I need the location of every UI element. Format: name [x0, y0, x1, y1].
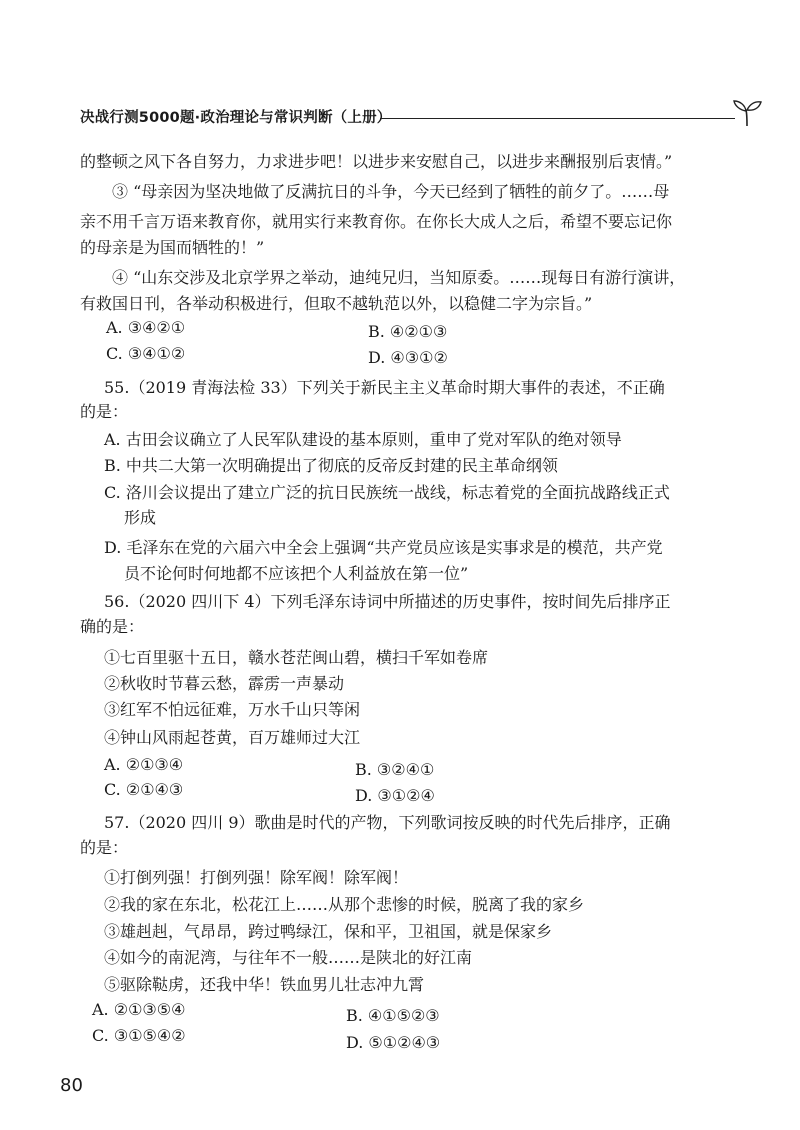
q57-stem-line2: 的是：: [80, 838, 129, 857]
q56-item-1: ①七百里驱十五日，赣水苍茫闽山碧，横扫千军如卷席: [104, 648, 489, 667]
q57-stem-line1: 57.（2020 四川 9）歌曲是时代的产物，下列歌词按反映的时代先后排序，正确: [104, 813, 671, 832]
q56-stem-line1: 56.（2020 四川下 4）下列毛泽东诗词中所描述的历史事件，按时间先后排序正: [104, 592, 671, 611]
q57-item-1: ①打倒列强！打倒列强！除军阀！除军阀！: [104, 868, 409, 887]
q55-option-b[interactable]: B. 中共二大第一次明确提出了彻底的反帝反封建的民主革命纲领: [104, 456, 558, 475]
sprout-icon: [730, 98, 764, 128]
q55-option-a[interactable]: A. 古田会议确立了人民军队建设的基本原则，重申了党对军队的绝对领导: [104, 430, 622, 449]
q57-item-3: ③雄赳赳，气昂昂，跨过鸭绿江，保和平，卫祖国，就是保家乡: [104, 922, 553, 941]
q56-option-d[interactable]: D. ③①②④: [355, 786, 435, 805]
q54-item4-line1: ④ “山东交涉及北京学界之举动，迪纯兄归，当知原委。……现每日有游行演讲，: [112, 268, 686, 287]
q57-option-b[interactable]: B. ④①⑤②③: [346, 1006, 440, 1025]
header-title: 决战行测5000题·政治理论与常识判断（上册）: [80, 110, 392, 126]
q54-intro-line: 的整顿之风下各自努力，力求进步吧！以进步来安慰自己，以进步来酬报别后衷情。”: [80, 152, 673, 171]
q54-option-b[interactable]: B. ④②①③: [368, 322, 448, 341]
q57-item-4: ④如今的南泥湾，与往年不一般……是陕北的好江南: [104, 948, 473, 967]
q57-option-c[interactable]: C. ③①⑤④②: [92, 1026, 186, 1045]
q54-option-c[interactable]: C. ③④①②: [106, 344, 186, 363]
q55-option-c-line2[interactable]: 形成: [124, 508, 157, 527]
q54-item4-line2: 有救国日刊，各举动积极进行，但取不越轨范以外，以稳健二字为宗旨。”: [80, 294, 593, 313]
header-rule: [380, 118, 735, 119]
q56-option-c[interactable]: C. ②①④③: [104, 780, 184, 799]
q57-option-a[interactable]: A. ②①③⑤④: [92, 1000, 186, 1019]
q54-item3-line3: 的母亲是为国而牺牲的！”: [80, 238, 265, 257]
q56-option-b[interactable]: B. ③②④①: [355, 760, 435, 779]
q54-item3-line2: 亲不用千言万语来教育你，就用实行来教育你。在你长大成人之后，希望不要忘记你: [80, 212, 673, 231]
q54-option-a[interactable]: A. ③④②①: [106, 318, 186, 337]
q55-option-d-line2[interactable]: 员不论何时何地都不应该把个人利益放在第一位”: [124, 564, 469, 583]
q57-item-5: ⑤驱除鞑虏，还我中华！铁血男儿壮志冲九霄: [104, 975, 425, 994]
q55-option-d-line1[interactable]: D. 毛泽东在党的六届六中全会上强调“共产党员应该是实事求是的模范，共产党: [104, 538, 663, 557]
q56-item-2: ②秋收时节暮云愁，霹雳一声暴动: [104, 674, 345, 693]
page-number: 80: [60, 1075, 83, 1096]
q56-item-4: ④钟山风雨起苍黄，百万雄师过大江: [104, 728, 361, 747]
q56-option-a[interactable]: A. ②①③④: [104, 755, 184, 774]
q54-option-d[interactable]: D. ④③①②: [368, 348, 448, 367]
q56-item-3: ③红军不怕远征难，万水千山只等闲: [104, 700, 361, 719]
q54-item3-line1: ③ “母亲因为坚决地做了反满抗日的斗争，今天已经到了牺牲的前夕了。……母: [112, 182, 670, 201]
q56-stem-line2: 确的是：: [80, 617, 145, 636]
running-header: [80, 104, 680, 130]
q55-option-c-line1[interactable]: C. 洛川会议提出了建立广泛的抗日民族统一战线，标志着党的全面抗战路线正式: [104, 483, 670, 502]
q57-option-d[interactable]: D. ⑤①②④③: [346, 1033, 441, 1052]
q55-stem-line2: 的是：: [80, 402, 129, 421]
q57-item-2: ②我的家在东北，松花江上……从那个悲惨的时候，脱离了我的家乡: [104, 895, 585, 914]
q55-stem-line1: 55.（2019 青海法检 33）下列关于新民主主义革命时期大事件的表述，不正确: [104, 378, 665, 397]
